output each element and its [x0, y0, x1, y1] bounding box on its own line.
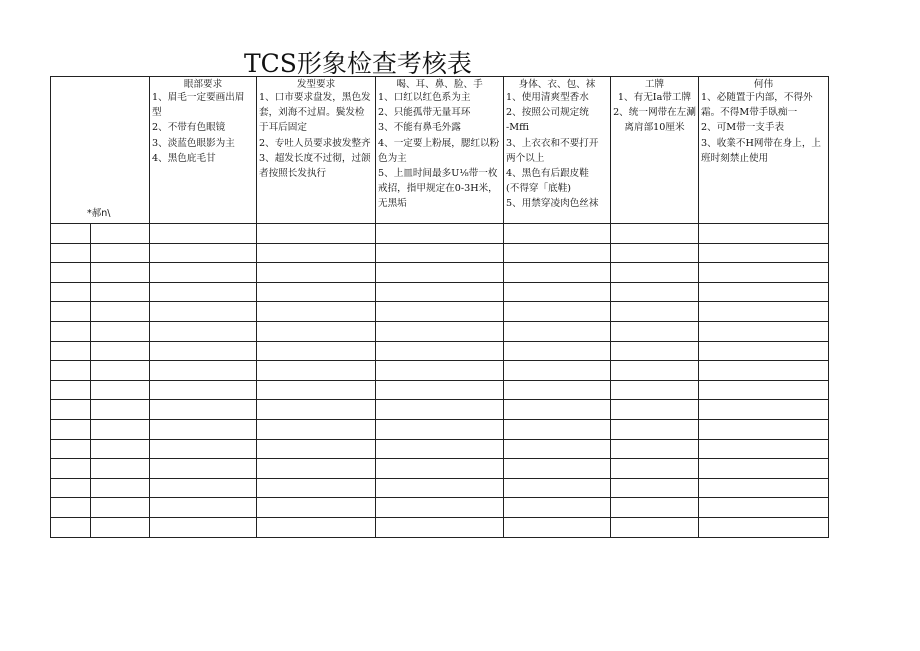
table-cell[interactable]: [150, 341, 257, 361]
table-cell[interactable]: [376, 380, 504, 400]
table-cell[interactable]: [91, 243, 150, 263]
table-cell[interactable]: [611, 498, 699, 518]
table-row: [51, 341, 829, 361]
requirement-item: 1、必随置于内部，不得外霜。不得M带手臥痴一: [701, 92, 813, 119]
corner-cell: [51, 77, 150, 224]
table-cell[interactable]: [51, 498, 91, 518]
table-cell[interactable]: [504, 517, 611, 537]
requirement-item: 4、黑色有后跟皮鞋 (不得穿「底鞋): [506, 168, 589, 195]
table-cell[interactable]: [91, 321, 150, 341]
requirement-item: 3、淡蓝色眼影为主: [152, 137, 235, 149]
table-cell[interactable]: [91, 380, 150, 400]
table-cell[interactable]: [91, 439, 150, 459]
table-cell[interactable]: [257, 341, 376, 361]
requirement-item: 1、口市要求盘发，黑色发套，刘海不过眉。鬓发检于耳后固定: [259, 92, 371, 134]
table-cell[interactable]: [257, 419, 376, 439]
table-cell[interactable]: [51, 263, 91, 283]
table-cell[interactable]: [150, 400, 257, 420]
table-cell[interactable]: [150, 517, 257, 537]
table-cell[interactable]: [504, 380, 611, 400]
table-cell[interactable]: [611, 419, 699, 439]
requirement-item: 1、口红以红色系为主: [378, 92, 471, 103]
table-cell[interactable]: [504, 224, 611, 244]
table-row: [51, 224, 829, 244]
page-title: TCS形象检查考核表: [244, 49, 472, 78]
table-cell[interactable]: [504, 321, 611, 341]
table-cell[interactable]: [504, 243, 611, 263]
header-body: [504, 77, 611, 224]
table-row: [51, 478, 829, 498]
table-row: [51, 400, 829, 420]
table-cell[interactable]: [699, 282, 829, 302]
requirement-item: 1、使用清爽型香水: [506, 92, 589, 103]
table-row: [51, 517, 829, 537]
table-cell[interactable]: [611, 224, 699, 244]
column-heading: 发型要求: [296, 79, 336, 90]
requirement-item: 3、上衣衣和不要打开两个以上: [506, 137, 599, 164]
table-cell[interactable]: [611, 243, 699, 263]
table-cell[interactable]: [611, 517, 699, 537]
table-cell[interactable]: [91, 224, 150, 244]
table-cell[interactable]: [699, 400, 829, 420]
table-cell[interactable]: [504, 459, 611, 479]
table-cell[interactable]: [611, 263, 699, 283]
table-cell[interactable]: [257, 478, 376, 498]
table-row: [51, 361, 829, 381]
table-row: [51, 380, 829, 400]
requirement-item: 5、上皿时间最多U⅛带一枚戒招，指甲规定在0-3H米，无黑垢: [378, 168, 498, 210]
table-cell[interactable]: [51, 302, 91, 322]
table-cell[interactable]: [150, 419, 257, 439]
table-cell[interactable]: [699, 380, 829, 400]
table-cell[interactable]: [504, 478, 611, 498]
table-cell[interactable]: [51, 380, 91, 400]
table-cell[interactable]: [150, 282, 257, 302]
column-heading: 眼部要求: [183, 79, 223, 90]
table-cell[interactable]: [51, 419, 91, 439]
table-cell[interactable]: [150, 439, 257, 459]
table-cell[interactable]: [699, 419, 829, 439]
requirement-item: 5、用禁穿凌肉色丝袜: [506, 198, 599, 210]
table-cell[interactable]: [376, 439, 504, 459]
table-cell[interactable]: [611, 302, 699, 322]
table-cell[interactable]: [611, 400, 699, 420]
table-cell[interactable]: [91, 282, 150, 302]
column-heading: 喝、耳、鼻、脸、手: [396, 79, 483, 90]
header-badge: [611, 77, 699, 224]
table-cell[interactable]: [150, 459, 257, 479]
table-cell[interactable]: [51, 243, 91, 263]
header-hair: [257, 77, 376, 224]
table-cell[interactable]: [257, 224, 376, 244]
table-row: [51, 498, 829, 518]
table-cell[interactable]: [51, 361, 91, 381]
table-cell[interactable]: [150, 302, 257, 322]
table-cell[interactable]: [699, 263, 829, 283]
table-cell[interactable]: [611, 459, 699, 479]
table-cell[interactable]: [699, 439, 829, 459]
header-face: [376, 77, 504, 224]
requirement-item: 3、超发长度不过彻，过颌者按照长发执行: [259, 152, 371, 180]
table-row: [51, 459, 829, 479]
table-row: [51, 439, 829, 459]
table-cell[interactable]: [51, 321, 91, 341]
table-cell[interactable]: [611, 341, 699, 361]
table-cell[interactable]: [699, 361, 829, 381]
table-cell[interactable]: [91, 498, 150, 518]
table-row: [51, 302, 829, 322]
header-accessories: [699, 77, 829, 224]
table-cell[interactable]: [611, 321, 699, 341]
table-cell[interactable]: [376, 400, 504, 420]
requirement-item: 4、黑色庇毛甘: [152, 152, 216, 164]
table-cell[interactable]: [51, 478, 91, 498]
requirement-item: 4、一定要上粉展，腮红以粉色为主: [378, 137, 500, 164]
table-row: [51, 321, 829, 341]
table-row: [51, 419, 829, 439]
column-heading: 工牌: [644, 79, 665, 90]
table-cell[interactable]: [257, 263, 376, 283]
table-cell[interactable]: [376, 263, 504, 283]
table-cell[interactable]: [91, 263, 150, 283]
table-cell[interactable]: [257, 400, 376, 420]
table-cell[interactable]: [257, 302, 376, 322]
requirement-item: 2、按照公司规定统 -Mffi: [506, 107, 589, 134]
table-cell[interactable]: [257, 282, 376, 302]
table-cell[interactable]: [376, 282, 504, 302]
table-cell[interactable]: [51, 400, 91, 420]
table-cell[interactable]: [504, 419, 611, 439]
requirement-item: 2、可M带一支手表: [701, 122, 785, 134]
table-cell[interactable]: [699, 243, 829, 263]
table-cell[interactable]: [504, 341, 611, 361]
table-cell[interactable]: [611, 478, 699, 498]
table-cell[interactable]: [376, 321, 504, 341]
table-row: [51, 243, 829, 263]
table-cell[interactable]: [91, 361, 150, 381]
table-cell[interactable]: [51, 282, 91, 302]
table-cell[interactable]: [699, 459, 829, 479]
table-cell[interactable]: [91, 459, 150, 479]
table-cell[interactable]: [699, 517, 829, 537]
table-cell[interactable]: [91, 478, 150, 498]
table-cell[interactable]: [376, 459, 504, 479]
table-cell[interactable]: [150, 263, 257, 283]
table-cell[interactable]: [376, 224, 504, 244]
table-cell[interactable]: [504, 282, 611, 302]
requirement-item: 2、只能孤带无量耳环: [378, 107, 471, 119]
table-cell[interactable]: [257, 439, 376, 459]
table-cell[interactable]: [376, 498, 504, 518]
table-cell[interactable]: [699, 302, 829, 322]
table-cell[interactable]: [376, 361, 504, 381]
column-heading: 何伟: [753, 79, 774, 90]
table-cell[interactable]: [150, 380, 257, 400]
table-cell[interactable]: [699, 478, 829, 498]
table-cell[interactable]: [150, 478, 257, 498]
table-cell[interactable]: [611, 439, 699, 459]
table-cell[interactable]: [376, 419, 504, 439]
inspection-table: [50, 76, 829, 538]
header-row: [51, 77, 829, 224]
table-cell[interactable]: [611, 380, 699, 400]
requirement-item: 2、不带有色眼镜: [152, 122, 226, 134]
table-cell[interactable]: [611, 282, 699, 302]
table-cell[interactable]: [257, 459, 376, 479]
table-cell[interactable]: [699, 498, 829, 518]
table-cell[interactable]: [51, 439, 91, 459]
table-cell[interactable]: [257, 361, 376, 381]
table-cell[interactable]: [91, 517, 150, 537]
corner-label: *郝n\: [87, 208, 111, 219]
requirement-item: 3、不能有鼻毛外露: [378, 122, 461, 134]
table-cell[interactable]: [699, 224, 829, 244]
table-cell[interactable]: [51, 341, 91, 361]
table-cell[interactable]: [91, 341, 150, 361]
table-row: [51, 282, 829, 302]
requirement-item: 2、统一网带在左涮离肩部10厘米: [613, 107, 696, 134]
table-cell[interactable]: [51, 224, 91, 244]
table-cell[interactable]: [376, 341, 504, 361]
table-cell[interactable]: [376, 517, 504, 537]
table-cell[interactable]: [504, 400, 611, 420]
table-cell[interactable]: [504, 302, 611, 322]
table-cell[interactable]: [257, 517, 376, 537]
table-cell[interactable]: [51, 517, 91, 537]
table-cell[interactable]: [257, 243, 376, 263]
table-cell[interactable]: [51, 459, 91, 479]
table-cell[interactable]: [150, 361, 257, 381]
requirement-item: 1、有无Ia带工牌: [617, 92, 692, 103]
table-cell[interactable]: [611, 361, 699, 381]
column-heading: 身体、衣、包、袜: [518, 79, 596, 90]
table-cell[interactable]: [91, 400, 150, 420]
table-cell[interactable]: [376, 302, 504, 322]
table-cell[interactable]: [150, 321, 257, 341]
table-cell[interactable]: [376, 243, 504, 263]
table-cell[interactable]: [504, 263, 611, 283]
table-cell[interactable]: [257, 498, 376, 518]
table-cell[interactable]: [257, 380, 376, 400]
requirement-item: 2、专吐人员要求披发整齐: [259, 137, 371, 149]
table-cell[interactable]: [257, 321, 376, 341]
table-cell[interactable]: [504, 361, 611, 381]
table-cell[interactable]: [504, 439, 611, 459]
requirement-item: 3、收業不H网带在身上，上班时刻禁止使用: [701, 137, 822, 164]
table-cell[interactable]: [150, 498, 257, 518]
table-row: [51, 263, 829, 283]
table-cell[interactable]: [376, 478, 504, 498]
table-cell[interactable]: [699, 321, 829, 341]
header-eyes: [150, 77, 257, 224]
table-cell[interactable]: [91, 419, 150, 439]
table-cell[interactable]: [150, 224, 257, 244]
table-cell[interactable]: [699, 341, 829, 361]
table-cell[interactable]: [91, 302, 150, 322]
table-cell[interactable]: [150, 243, 257, 263]
requirement-item: 1、眉毛一定要画出眉型: [152, 92, 245, 119]
table-cell[interactable]: [504, 498, 611, 518]
